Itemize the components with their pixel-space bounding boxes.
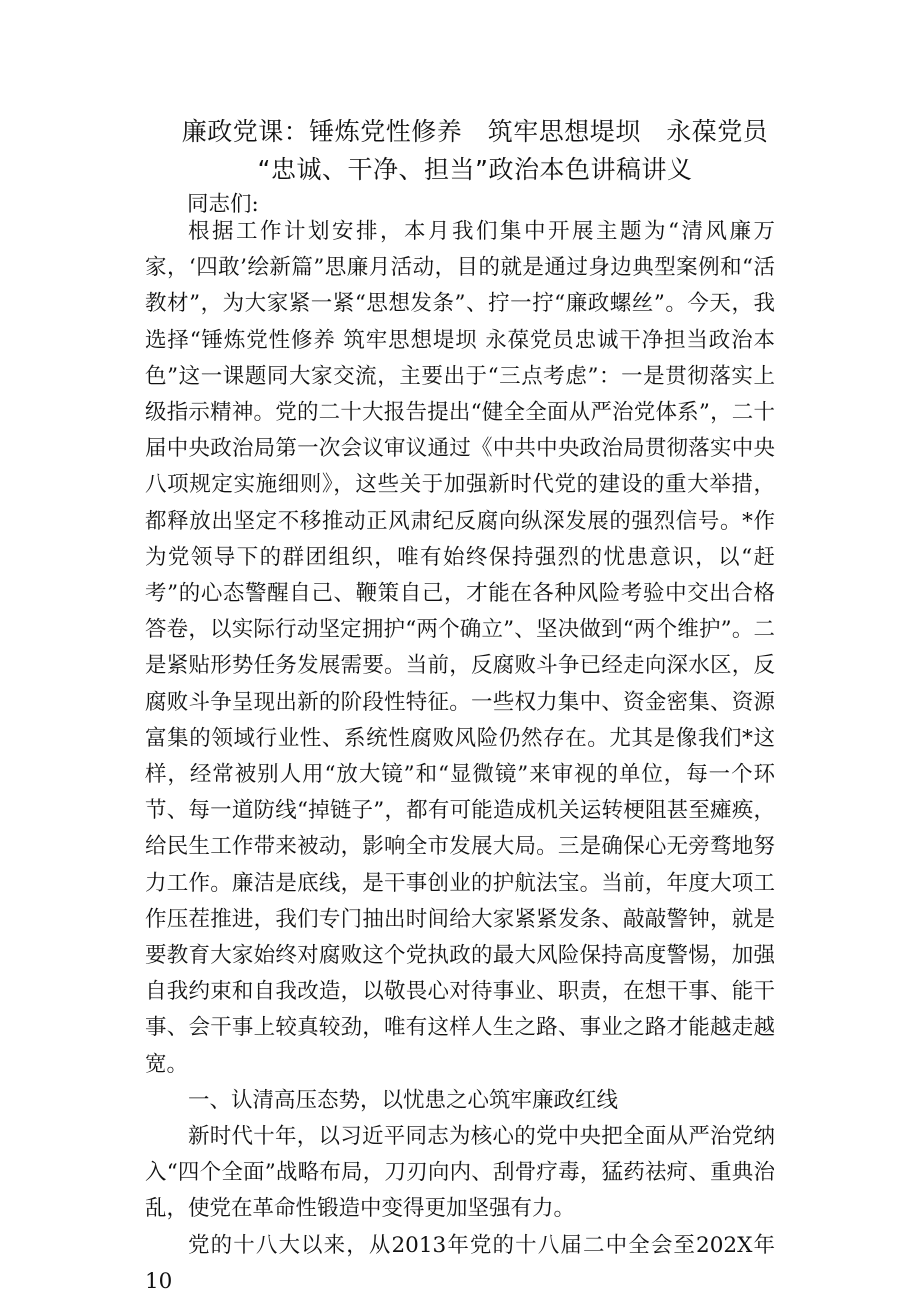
paragraph-intro: 根据工作计划安排，本月我们集中开展主题为“清风廉万家，‘四敢’绘新篇”思廉月活动，目的就是通过身边典型案例和“活教材”，为大家紧一紧“思想发条”、拧一拧“廉政螺丝”。今天，我选择“锤炼党性修养 筑牢思想堤坝 永葆党员忠诚干净担当政治本色”这一课题同大家交流，主要出于“三点考虑”：一是贯彻落实上级指示精神。党的二十大报告提出“健全全面从严治党体系”，二十届中央政治局第一次会议审议通过《中共中央政治局贯彻落实中央八项规定实施细则》，这些关于加强新时代党的建设的重大举措，都释放出坚定不移推动正风肃纪反腐向纵深发展的强烈信号。*作为党领导下的群团组织，唯有始终保持强烈的忧患意识，以“赶考”的心态警醒自己、鞭策自己，才能在各种风险考验中交出合格答卷，以实际行动坚定拥护“两个确立”、坚决做到“两个维护”。二是紧贴形势任务发展需要。当前，反腐败斗争已经走向深水区，反腐败斗争呈现出新的阶段性特征。一些权力集中、资金密集、资源富集的领域行业性、系统性腐败风险仍然存在。尤其是像我们*这样，经常被别人用“放大镜”和“显微镜”来审视的单位，每一个环节、每一道防线“掉链子”，都有可能造成机关运转梗阻甚至瘫痪，给民生工作带来被动，影响全市发展大局。三是确保心无旁骛地努力工作。廉洁是底线，是干事创业的护航法宝。当前，年度大项工作压茬推进，我们专门抽出时间给大家紧紧发条、敲敲警钟，就是要教育大家始终对腐败这个党执政的最大风险保持高度警惕，加强自我约束和自我改造，以敬畏心对待事业、职责，在想干事、能干事、会干事上较真较劲，唯有这样人生之路、事业之路才能越走越宽。	[145, 219, 775, 1077]
section-heading-1: 一、认清高压态势，以忧患之心筑牢廉政红线	[188, 1087, 619, 1113]
paragraph-continued: 党的十八大以来，从2013年党的十八届二中全会至202X年10	[145, 1232, 775, 1294]
document-body	[145, 214, 775, 1300]
document-title-line-2: “忠诚、干净、担当”政治本色讲稿讲义	[257, 155, 693, 184]
paragraph-section-1: 新时代十年，以习近平同志为核心的党中央把全面从严治党纳入“四个全面”战略布局，刀刃向内、刮骨疗毒，猛药祛疴、重典治乱，使党在革命性锻造中变得更加坚强有力。	[145, 1124, 775, 1222]
document-title-line-1: 廉政党课：锤炼党性修养 筑牢思想堤坝 永葆党员	[181, 117, 769, 146]
greeting: 同志们:	[187, 192, 259, 217]
